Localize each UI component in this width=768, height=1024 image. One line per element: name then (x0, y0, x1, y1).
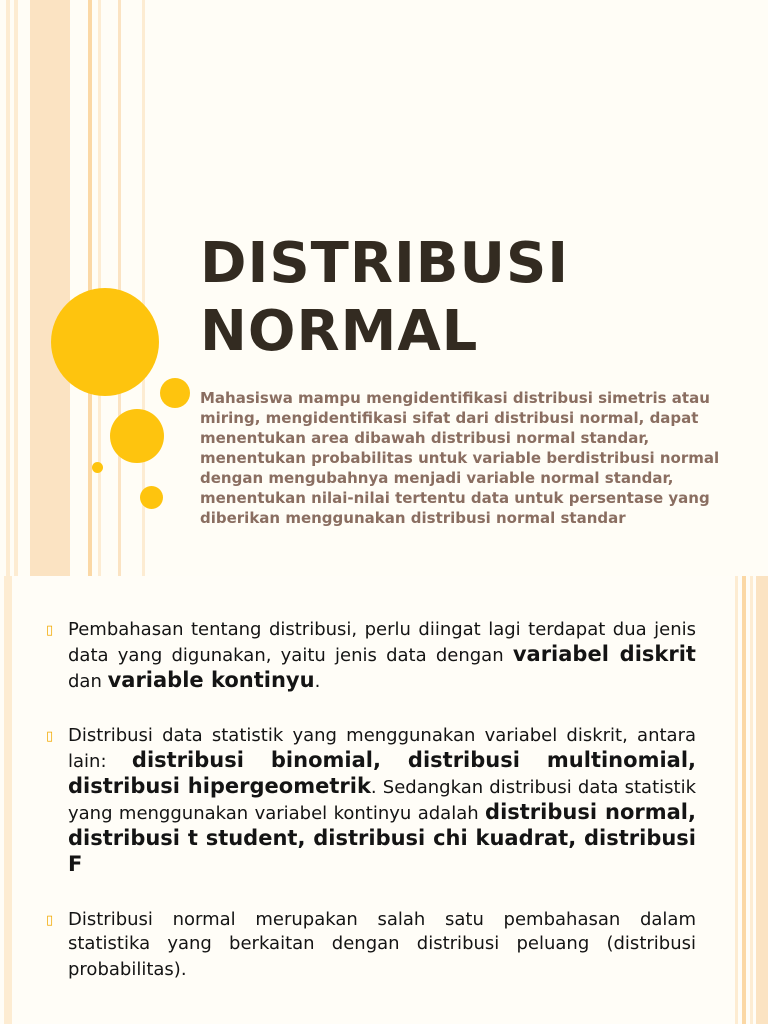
stripe-decoration (30, 0, 70, 576)
small-circle-decoration (140, 486, 163, 509)
stripe-decoration (14, 0, 18, 576)
slide-title (200, 230, 740, 366)
bullet-text: . Sedangkan distribusi data statistik yang menggunakan variabel kontinyu adalah (68, 777, 696, 824)
stripe-decoration (6, 0, 10, 576)
bullet-bold-text: variable kontinyu (107, 668, 315, 692)
title-line: DISTRIBUSI (200, 231, 570, 296)
bullet-bold-text: variabel diskrit (512, 642, 696, 666)
bullet-text: Distribusi data statistik yang menggunakan variabel diskrit, antara lain: (68, 725, 696, 772)
stripe-decoration (118, 0, 121, 576)
bullet-bold-text: distribusi normal, distribusi t student, distribusi chi kuadrat, distribusi F (68, 800, 696, 876)
bullet-text: Distribusi normal merupakan salah satu pembahasan dalam statistika yang berkaitan dengan distribusi peluang (distribusi probabilitas). (68, 909, 696, 980)
bullet-list (46, 618, 696, 1012)
stripe-decoration (4, 576, 12, 1024)
bullet-text: . (314, 671, 321, 692)
stripe-decoration (735, 576, 738, 1024)
bullet-item (46, 908, 696, 982)
stripe-decoration (756, 576, 768, 1024)
bullet-text: Pembahasan tentang distribusi, perlu diingat lagi terdapat dua jenis data yang digunakan, yaitu jenis data dengan (68, 619, 696, 666)
bullet-text: dan (68, 671, 108, 692)
bullet-item (46, 724, 696, 878)
bullet-marker-icon: ▯ (46, 913, 54, 928)
content-slide (0, 576, 768, 1024)
bullet-item (46, 618, 696, 694)
stripe-decoration (88, 0, 92, 576)
bullet-bold-text: distribusi binomial, distribusi multinomial, distribusi hipergeometrik (68, 748, 696, 798)
bullet-marker-icon: ▯ (46, 623, 54, 638)
stripe-decoration (750, 576, 753, 1024)
slide-subtitle: Mahasiswa mampu mengidentifikasi distribusi simetris atau miring, mengidentifikasi sifat dari distribusi normal, dapat menentukan area dibawah distribusi normal standar, menentukan probabilitas untuk variable berdistribusi normal dengan mengubahnya menjadi variable normal standar, menentukan nilai-nilai tertentu data untuk persentase yang diberikan menggunakan distribusi normal standar (200, 389, 720, 527)
stripe-decoration (742, 576, 746, 1024)
bullet-marker-icon: ▯ (46, 729, 54, 744)
large-circle-decoration (51, 288, 159, 396)
title-line: NORMAL (200, 299, 479, 364)
tiny-circle-decoration (92, 462, 103, 473)
small-circle-decoration (160, 378, 190, 408)
medium-circle-decoration (110, 409, 164, 463)
